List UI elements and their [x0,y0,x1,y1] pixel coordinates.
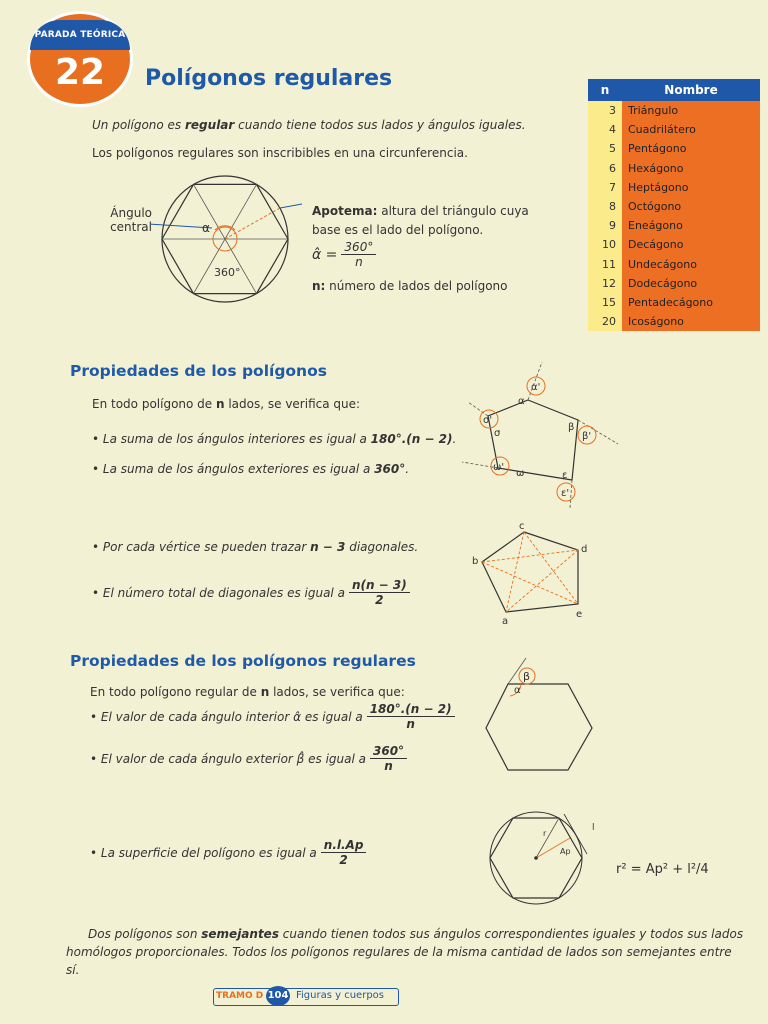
row-n: 12 [588,274,622,293]
badge-number: 22 [54,52,106,93]
bullet-area [90,838,366,867]
fraction-den: 2 [339,853,348,867]
text: • El número total de diagonales es igual a [92,585,345,600]
ap-label: Ap [560,847,571,856]
table-header [588,79,760,101]
n-text: número de lados del polígono [325,279,508,293]
page-number: 104 [266,986,290,1006]
table-row [588,101,760,120]
table-row [588,139,760,158]
bullet-interior-sum [92,432,456,446]
row-n: 8 [588,197,622,216]
text-bold: semejantes [201,927,279,941]
beta: β [523,670,531,683]
apotema-pointer [280,204,302,208]
epsilon: ε [562,470,568,481]
text: • Por cada vértice se pueden trazar [92,540,311,554]
text: homólogos proporcionales. Todos los polígonos regulares de la misma cantidad de lados son semejantes entre sí. [66,945,732,977]
row-n: 20 [588,312,622,331]
text-bold: n [215,397,225,411]
vertex-a: a [502,616,509,627]
text-bold: 180°.(n − 2) [370,432,453,446]
row-name: Hexágono [622,159,760,178]
text: En todo polígono regular de [90,685,261,699]
footer-tramo: TRAMO D [216,991,264,1001]
text: • La superficie del polígono es igual a [90,845,317,860]
text: Dos polígonos son [88,927,202,941]
row-n: 15 [588,293,622,312]
text: • La suma de los ángulos interiores es igual a [92,432,371,446]
row-n: 7 [588,178,622,197]
label-line: Ángulo [110,206,152,220]
row-name: Decágono [622,235,760,254]
header-name: Nombre [622,79,760,101]
vertex-c: c [519,521,525,532]
table-row [588,216,760,235]
row-n: 11 [588,255,622,274]
apotema-text: base es el lado del polígono. [312,223,484,237]
fraction-den: 2 [375,593,384,607]
fraction-den: n [355,255,363,269]
fraction-num: 360° [341,240,376,255]
table-row [588,293,760,312]
vertex-b: b [472,556,479,567]
fraction-num: n(n − 3) [349,578,410,593]
row-n: 5 [588,139,622,158]
row-n: 9 [588,216,622,235]
row-name: Pentágono [622,139,760,158]
diagonal [524,532,578,604]
bullet-exterior-sum [92,462,409,476]
apothem-line [225,208,280,239]
fraction [367,702,455,731]
row-name: Undecágono [622,255,760,274]
fraction-num: 360° [370,744,407,759]
bullet-interior-angle [90,702,455,731]
pentagon-diagonals [460,518,600,628]
row-name: Cuadrilátero [622,120,760,139]
n-definition [312,279,507,293]
label-line: central [110,220,152,234]
table-row [588,235,760,254]
alpha: α [518,396,525,407]
diagonal [506,550,578,612]
section-title-1: Propiedades de los polígonos [70,362,327,380]
closing-paragraph [66,925,748,979]
text: En todo polígono de [92,397,216,411]
pentagon [482,532,578,612]
vertex-d: d [581,544,588,555]
row-n: 10 [588,235,622,254]
bullet-exterior-angle [90,744,407,773]
alpha-label: α [202,221,210,235]
row-n: 4 [588,120,622,139]
row-n: 3 [588,101,622,120]
fraction [321,838,367,867]
fraction [341,240,376,269]
intro-text: Un polígono es [92,118,185,132]
text-bold: n − 3 [310,540,346,554]
fraction-num: 180°.(n − 2) [367,702,455,717]
intro-text: cuando tiene todos sus lados y ángulos iguales. [234,118,526,132]
section1-intro [92,397,360,411]
section-title-2: Propiedades de los polígonos regulares [70,652,416,670]
row-name: Dodecágono [622,274,760,293]
row-name: Octógono [622,197,760,216]
beta: β [568,422,575,433]
text: • El valor de cada ángulo exterior β̂ es igual a [90,751,366,766]
intro-bold: regular [185,118,235,132]
r-label: r [543,829,547,838]
hexagon-central-figure [150,170,310,310]
row-name: Eneágono [622,216,760,235]
radius [536,818,559,858]
table-row [588,120,760,139]
text-bold: n [260,685,270,699]
hexagon [486,684,592,770]
row-name: Pentadecágono [622,293,760,312]
apotema-text: altura del triángulo cuya [377,204,529,218]
text: • La suma de los ángulos exteriores es igual a [92,462,375,476]
n-bold: n: [312,279,326,293]
omega-prime: ω' [493,462,505,473]
fraction [370,744,407,773]
intro-line-2: Los polígonos regulares son inscribibles en una circunferencia. [92,146,468,160]
page-title: Polígonos regulares [145,66,393,91]
sigma-prime: σ' [483,415,493,426]
text-bold: 360° [374,462,406,476]
text: . [452,432,457,446]
text: . [405,462,410,476]
alpha-formula [312,240,376,269]
text: diagonales. [345,540,419,554]
regular-hexagon [480,656,600,776]
row-name: Triángulo [622,101,760,120]
bullet-total-diagonals [92,578,410,607]
fraction-den: n [406,717,415,731]
apotema-bold: Apotema: [312,204,378,218]
text: cuando tienen todos sus ángulos correspondientes iguales y todos sus lados [278,927,744,941]
row-n: 6 [588,159,622,178]
pentagon-exterior-angles [460,360,630,510]
row-name: Heptágono [622,178,760,197]
alpha: α [514,685,521,696]
diagonal [482,562,578,604]
bullet-diagonals-per-vertex [92,540,418,554]
text: • El valor de cada ángulo interior α̂ es igual a [90,709,363,724]
table-row [588,159,760,178]
vertex-e: e [576,609,583,620]
pythagoras-formula: r² = Ap² + l²/4 [616,862,709,877]
sigma: σ [494,428,501,439]
central-angle-label [106,206,152,234]
omega: ω [516,468,525,479]
row-name: Icoságono [622,312,760,331]
diagonal [506,532,524,612]
epsilon-prime: ε' [561,488,570,499]
footer-section: Figuras y cuerpos [296,990,384,1001]
table-row [588,312,760,331]
table-row [588,274,760,293]
fraction-den: n [384,759,393,773]
text: lados, se verifica que: [269,685,405,699]
table-row [588,178,760,197]
inscribed-hexagon [484,802,604,914]
fraction [349,578,410,607]
table-row [588,255,760,274]
text: lados, se verifica que: [224,397,361,411]
center-point [534,856,538,860]
alpha-prime: α' [531,382,541,393]
section2-intro [90,685,405,699]
formula-lhs: α̂ = [312,246,338,263]
deg360-label: 360° [214,266,241,279]
fraction-num: n.l.Ap [321,838,367,853]
table-row [588,197,760,216]
header-n: n [588,79,622,101]
beta-prime: β' [582,431,592,442]
badge-label: PARADA TEÓRICA [34,30,126,40]
extension-line [468,402,488,416]
polygon-names-table [588,79,760,331]
intro-line-1 [92,118,526,132]
apotema-block [312,202,529,240]
l-label: l [592,823,595,833]
